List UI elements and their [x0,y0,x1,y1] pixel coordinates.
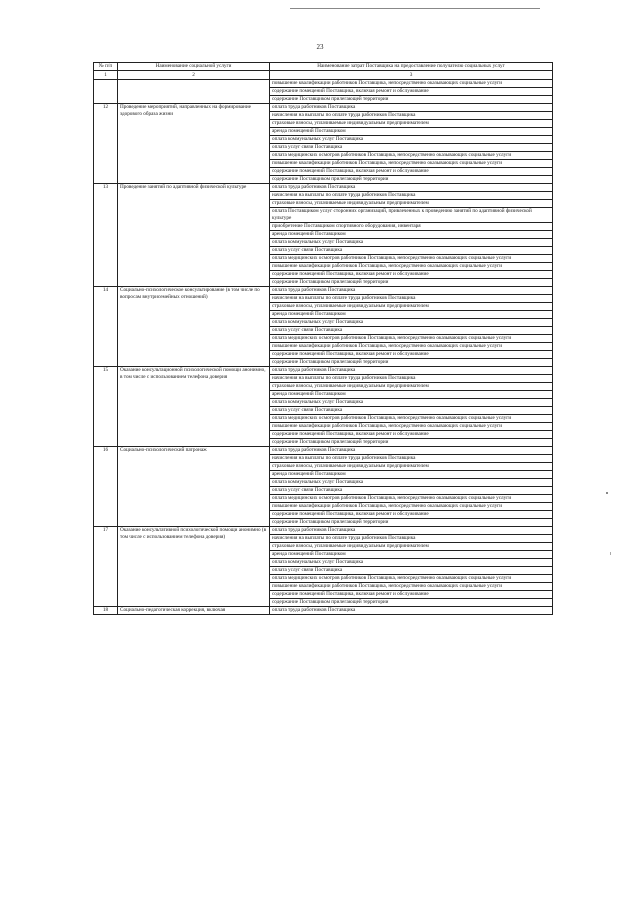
cost-item: аренда помещений Поставщиком [270,391,553,399]
cost-item: оплата Поставщиком услуг сторонних организаций, привлеченных к проведению занятий по адаптивной физической культуре [270,208,553,223]
cost-item: оплата коммунальных услуг Поставщика [270,136,553,144]
cost-item: страховые взносы, уплачиваемые индивидуальным предпринимателем [270,303,553,311]
cost-item: оплата коммунальных услуг Поставщика [270,319,553,327]
cost-item: содержание помещений Поставщика, включая ремонт и обслуживание [270,591,553,599]
service-name: Проведение занятий по адаптивной физической культуре [118,184,270,287]
service-name: Социально-психологическое консультирование (в том числе по вопросам внутрисемейных отношений) [118,287,270,367]
scan-top-line [290,8,540,9]
cost-item: повышение квалификации работников Поставщика, непосредственно оказывающих социальные услуги [270,80,553,88]
cost-item: содержание помещений Поставщика, включая ремонт и обслуживание [270,511,553,519]
service-name: Оказание консультативной психологической помощи анонимно (в том числе с использованием телефона доверия) [118,527,270,607]
cost-item: начисления на выплаты по оплате труда работников Поставщика [270,455,553,463]
service-name: Оказание консультационной психологической помощи анонимно, в том числе с использованием телефона доверия [118,367,270,447]
service-number: 14 [94,287,118,367]
cost-item: содержание помещений Поставщика, включая ремонт и обслуживание [270,351,553,359]
cost-item: оплата труда работников Поставщика [270,104,553,112]
scan-mark [610,552,611,555]
cost-item: оплата услуг связи Поставщика [270,144,553,152]
cost-item: страховые взносы, уплачиваемые индивидуальным предпринимателем [270,120,553,128]
cost-item: оплата медицинских осмотров работников Поставщика, непосредственно оказывающих социальные услуги [270,152,553,160]
service-number: 15 [94,367,118,447]
cell-service [118,80,270,104]
service-number: 16 [94,447,118,527]
cost-item: оплата услуг связи Поставщика [270,487,553,495]
cost-item: содержание помещений Поставщика, включая ремонт и обслуживание [270,88,553,96]
cost-item: оплата медицинских осмотров работников Поставщика, непосредственно оказывающих социальные услуги [270,575,553,583]
cost-item: содержание Поставщиком прилегающей территории [270,176,553,184]
cost-item: начисления на выплаты по оплате труда работников Поставщика [270,535,553,543]
cost-item: содержание Поставщиком прилегающей территории [270,279,553,287]
cost-item: оплата медицинских осмотров работников Поставщика, непосредственно оказывающих социальные услуги [270,335,553,343]
header-costs: Наименование затрат Поставщика на предоставление получателю социальных услуг [270,63,553,71]
cost-item: начисления на выплаты по оплате труда работников Поставщика [270,192,553,200]
table-row [94,80,553,88]
cost-item: содержание Поставщиком прилегающей территории [270,96,553,104]
cost-item: оплата услуг связи Поставщика [270,327,553,335]
header-index: 2 [118,71,270,80]
cost-item: страховые взносы, уплачиваемые индивидуальным предпринимателем [270,543,553,551]
cost-item: приобретение Поставщиком спортивного оборудования, инвентаря [270,223,553,231]
cost-item: содержание Поставщиком прилегающей территории [270,359,553,367]
header-num: № п/п [94,63,118,71]
cost-item: оплата коммунальных услуг Поставщика [270,559,553,567]
cost-item: повышение квалификации работников Поставщика, непосредственно оказывающих социальные услуги [270,423,553,431]
cost-item: содержание помещений Поставщика, включая ремонт и обслуживание [270,431,553,439]
service-number: 18 [94,607,118,615]
table-row [94,367,553,375]
cost-item: оплата медицинских осмотров работников Поставщика, непосредственно оказывающих социальные услуги [270,495,553,503]
cost-item: содержание помещений Поставщика, включая ремонт и обслуживание [270,168,553,176]
cost-item: повышение квалификации работников Поставщика, непосредственно оказывающих социальные услуги [270,583,553,591]
service-number: 12 [94,104,118,184]
header-index: 3 [270,71,553,80]
cost-item: оплата медицинских осмотров работников Поставщика, непосредственно оказывающих социальные услуги [270,415,553,423]
cost-item: страховые взносы, уплачиваемые индивидуальным предпринимателем [270,463,553,471]
cost-item: содержание Поставщиком прилегающей территории [270,519,553,527]
cost-item: страховые взносы, уплачиваемые индивидуальным предпринимателем [270,383,553,391]
cost-item: аренда помещений Поставщиком [270,471,553,479]
cost-item: аренда помещений Поставщиком [270,231,553,239]
service-name: Социально-педагогическая коррекция, включая [118,607,270,615]
table-row [94,184,553,192]
table-body [94,80,553,615]
cost-item: повышение квалификации работников Поставщика, непосредственно оказывающих социальные услуги [270,503,553,511]
service-name: Социально-психологический патронаж [118,447,270,527]
cost-item: оплата услуг связи Поставщика [270,567,553,575]
cost-item: аренда помещений Поставщиком [270,311,553,319]
cost-item: содержание Поставщиком прилегающей территории [270,439,553,447]
cost-item: оплата коммунальных услуг Поставщика [270,479,553,487]
cost-item: оплата услуг связи Поставщика [270,407,553,415]
scan-mark [606,492,608,494]
cost-item: начисления на выплаты по оплате труда работников Поставщика [270,375,553,383]
cost-item: оплата труда работников Поставщика [270,184,553,192]
cell-num [94,80,118,104]
cost-item: содержание Поставщиком прилегающей территории [270,599,553,607]
cost-item: оплата коммунальных услуг Поставщика [270,399,553,407]
cost-item: повышение квалификации работников Поставщика, непосредственно оказывающих социальные услуги [270,263,553,271]
cost-item: оплата труда работников Поставщика [270,527,553,535]
cost-item: начисления на выплаты по оплате труда работников Поставщика [270,295,553,303]
service-name: Проведение мероприятий, направленных на формирование здорового образа жизни [118,104,270,184]
header-service: Наименование социальной услуги [118,63,270,71]
page-number: 23 [316,43,324,51]
service-number: 13 [94,184,118,287]
cost-item: аренда помещений Поставщиком [270,551,553,559]
cost-item: оплата труда работников Поставщика [270,287,553,295]
cost-item: страховые взносы, уплачиваемые индивидуальным предпринимателем [270,200,553,208]
cost-item: оплата труда работников Поставщика [270,607,553,615]
cost-item: содержание помещений Поставщика, включая ремонт и обслуживание [270,271,553,279]
table-row [94,527,553,535]
cost-item: аренда помещений Поставщиком [270,128,553,136]
table-row [94,287,553,295]
cost-item: оплата медицинских осмотров работников Поставщика, непосредственно оказывающих социальные услуги [270,255,553,263]
service-number: 17 [94,527,118,607]
header-index: 1 [94,71,118,80]
table-row [94,607,553,615]
cost-item: начисления на выплаты по оплате труда работников Поставщика [270,112,553,120]
cost-item: повышение квалификации работников Поставщика, непосредственно оказывающих социальные услуги [270,160,553,168]
cost-item: оплата коммунальных услуг Поставщика [270,239,553,247]
table-row [94,447,553,455]
table-row [94,104,553,112]
cost-item: оплата услуг связи Поставщика [270,247,553,255]
cost-item: повышение квалификации работников Поставщика, непосредственно оказывающих социальные услуги [270,343,553,351]
cost-item: оплата труда работников Поставщика [270,447,553,455]
services-cost-table [93,62,553,615]
cost-item: оплата труда работников Поставщика [270,367,553,375]
